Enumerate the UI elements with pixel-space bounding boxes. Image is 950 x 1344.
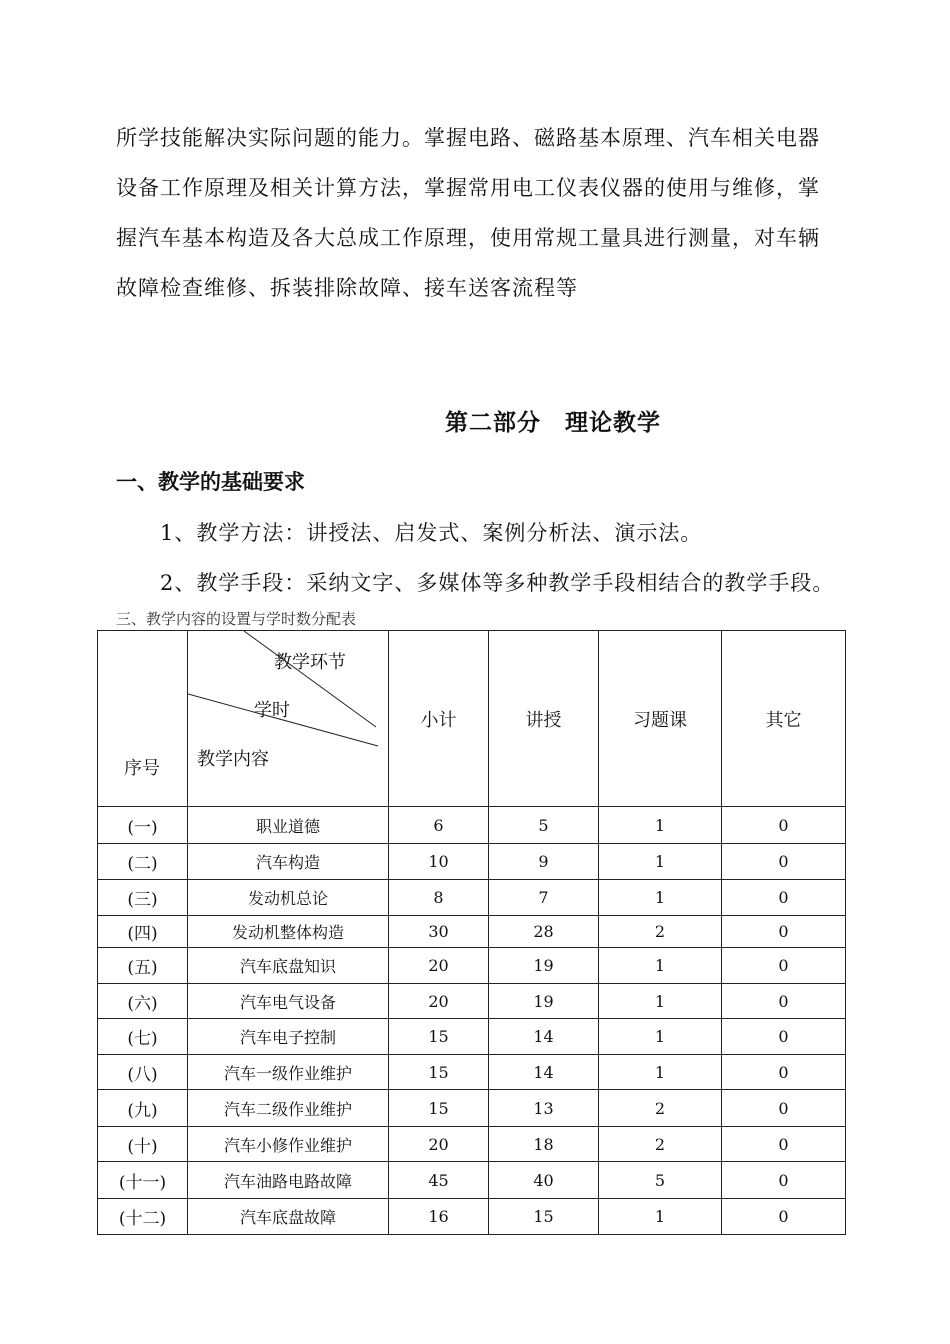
table-caption: 三、教学内容的设置与学时数分配表 (116, 610, 357, 628)
cell-exercise: 1 (599, 880, 722, 916)
cell-lecture: 18 (489, 1127, 599, 1162)
cell-subtotal: 10 (389, 844, 489, 880)
table-row (98, 1199, 846, 1235)
cell-subtotal: 16 (389, 1199, 489, 1235)
teaching-means: 2、教学手段：采纳文字、多媒体等多种教学手段相结合的教学手段。 (160, 571, 835, 595)
header-diag-top: 教学环节 (274, 652, 346, 673)
cell-exercise: 1 (599, 807, 722, 844)
cell-exercise: 1 (599, 1019, 722, 1055)
intro-paragraph (116, 113, 856, 313)
cell-content: 汽车油路电路故障 (188, 1162, 389, 1199)
cell-subtotal: 15 (389, 1090, 489, 1127)
cell-subtotal: 45 (389, 1162, 489, 1199)
hours-table (97, 630, 846, 1235)
table-row (98, 1127, 846, 1162)
cell-content: 汽车二级作业维护 (188, 1090, 389, 1127)
cell-seq: (十) (98, 1127, 188, 1162)
cell-subtotal: 15 (389, 1055, 489, 1090)
cell-subtotal: 20 (389, 948, 489, 984)
cell-other: 0 (722, 1055, 846, 1090)
table-row (98, 1055, 846, 1090)
cell-other: 0 (722, 948, 846, 984)
cell-other: 0 (722, 1019, 846, 1055)
cell-content: 发动机整体构造 (188, 916, 389, 948)
cell-other: 0 (722, 1199, 846, 1235)
cell-other: 0 (722, 880, 846, 916)
cell-other: 0 (722, 1162, 846, 1199)
header-seq: 序号 (98, 631, 188, 807)
cell-content: 发动机总论 (188, 880, 389, 916)
cell-lecture: 9 (489, 844, 599, 880)
intro-line: 设备工作原理及相关计算方法，掌握常用电工仪表仪器的使用与维修，掌 (116, 176, 820, 200)
table-row (98, 807, 846, 844)
cell-exercise: 2 (599, 1127, 722, 1162)
cell-subtotal: 20 (389, 984, 489, 1019)
cell-content: 职业道德 (188, 807, 389, 844)
cell-seq: (八) (98, 1055, 188, 1090)
cell-content: 汽车一级作业维护 (188, 1055, 389, 1090)
cell-lecture: 40 (489, 1162, 599, 1199)
table-header-row (98, 631, 846, 807)
intro-line: 所学技能解决实际问题的能力。掌握电路、磁路基本原理、汽车相关电器 (116, 126, 820, 150)
cell-subtotal: 20 (389, 1127, 489, 1162)
part-title: 第二部分 理论教学 (445, 409, 661, 436)
table-row (98, 1162, 846, 1199)
cell-seq: (一) (98, 807, 188, 844)
cell-subtotal: 8 (389, 880, 489, 916)
cell-seq: (四) (98, 916, 188, 948)
cell-lecture: 14 (489, 1019, 599, 1055)
cell-seq: (九) (98, 1090, 188, 1127)
table-row (98, 880, 846, 916)
cell-exercise: 2 (599, 916, 722, 948)
cell-other: 0 (722, 1090, 846, 1127)
cell-other: 0 (722, 807, 846, 844)
cell-lecture: 5 (489, 807, 599, 844)
cell-lecture: 19 (489, 948, 599, 984)
cell-content: 汽车构造 (188, 844, 389, 880)
cell-exercise: 1 (599, 1055, 722, 1090)
cell-exercise: 1 (599, 1199, 722, 1235)
cell-content: 汽车电气设备 (188, 984, 389, 1019)
cell-other: 0 (722, 984, 846, 1019)
cell-content: 汽车底盘知识 (188, 948, 389, 984)
cell-exercise: 1 (599, 948, 722, 984)
cell-subtotal: 6 (389, 807, 489, 844)
table-row (98, 916, 846, 948)
table-row (98, 948, 846, 984)
cell-other: 0 (722, 1127, 846, 1162)
intro-line: 握汽车基本构造及各大总成工作原理，使用常规工量具进行测量，对车辆 (116, 226, 820, 250)
cell-seq: (七) (98, 1019, 188, 1055)
header-diag-mid: 学时 (254, 700, 290, 721)
cell-seq: (十一) (98, 1162, 188, 1199)
cell-other: 0 (722, 916, 846, 948)
header-diagonal-cell (188, 631, 389, 807)
header-exercise: 习题课 (599, 631, 722, 807)
cell-seq: (二) (98, 844, 188, 880)
cell-subtotal: 15 (389, 1019, 489, 1055)
section-heading: 一、教学的基础要求 (116, 469, 305, 494)
table-row (98, 1019, 846, 1055)
cell-exercise: 1 (599, 844, 722, 880)
teaching-method: 1、教学方法：讲授法、启发式、案例分析法、演示法。 (160, 521, 703, 545)
cell-seq: (三) (98, 880, 188, 916)
cell-lecture: 13 (489, 1090, 599, 1127)
cell-content: 汽车底盘故障 (188, 1199, 389, 1235)
cell-subtotal: 30 (389, 916, 489, 948)
cell-lecture: 7 (489, 880, 599, 916)
cell-content: 汽车电子控制 (188, 1019, 389, 1055)
cell-content: 汽车小修作业维护 (188, 1127, 389, 1162)
cell-seq: (六) (98, 984, 188, 1019)
intro-line: 故障检查维修、拆装排除故障、接车送客流程等 (116, 276, 578, 300)
cell-other: 0 (722, 844, 846, 880)
header-other: 其它 (722, 631, 846, 807)
cell-exercise: 1 (599, 984, 722, 1019)
cell-lecture: 15 (489, 1199, 599, 1235)
cell-lecture: 19 (489, 984, 599, 1019)
cell-seq: (十二) (98, 1199, 188, 1235)
table-row (98, 984, 846, 1019)
table-row (98, 1090, 846, 1127)
table-row (98, 844, 846, 880)
header-subtotal: 小计 (389, 631, 489, 807)
cell-exercise: 5 (599, 1162, 722, 1199)
cell-lecture: 14 (489, 1055, 599, 1090)
header-lecture: 讲授 (489, 631, 599, 807)
cell-seq: (五) (98, 948, 188, 984)
cell-exercise: 2 (599, 1090, 722, 1127)
cell-lecture: 28 (489, 916, 599, 948)
header-diag-bottom: 教学内容 (197, 749, 269, 770)
